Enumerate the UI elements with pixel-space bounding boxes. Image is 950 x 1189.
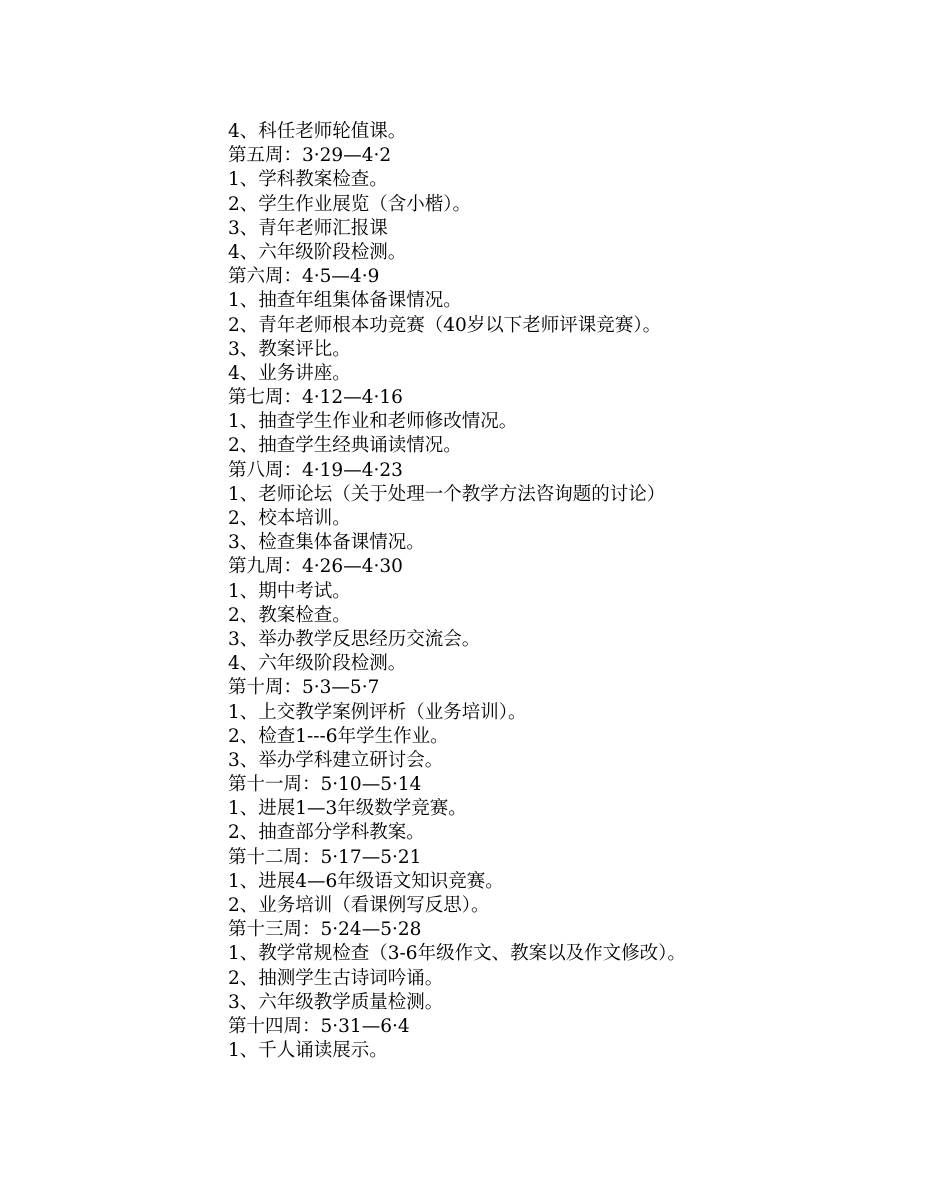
text-line: 1、学科教案检查。 [228, 169, 388, 191]
text-line: 第十三周：5·24—5·28 [228, 919, 422, 941]
text-line: 第七周：4·12—4·16 [228, 387, 403, 409]
text-line: 第十二周：5·17—5·21 [228, 846, 422, 868]
text-line: 3、检查集体备课情况。 [228, 532, 425, 554]
text-line: 1、抽查年组集体备课情况。 [228, 290, 462, 312]
text-line: 2、抽测学生古诗词吟诵。 [228, 967, 444, 989]
text-line: 3、六年级教学质量检测。 [228, 991, 444, 1013]
text-line: 2、检查1---6年学生作业。 [228, 725, 449, 747]
text-line: 4、业务讲座。 [228, 362, 351, 384]
text-line: 1、抽查学生作业和老师修改情况。 [228, 411, 518, 433]
text-line: 4、六年级阶段检测。 [228, 653, 407, 675]
text-line: 2、抽查学生经典诵读情况。 [228, 435, 462, 457]
text-line: 3、教案评比。 [228, 338, 351, 360]
text-line: 1、老师论坛（关于处理一个教学方法咨询题的讨论） [228, 483, 666, 505]
text-line: 2、抽查部分学科教案。 [228, 822, 425, 844]
text-line: 1、期中考试。 [228, 580, 351, 602]
text-line: 第十一周：5·10—5·14 [228, 774, 422, 796]
text-line: 4、六年级阶段检测。 [228, 241, 407, 263]
text-line: 4、科任老师轮值课。 [228, 121, 407, 142]
text-line: 3、举办教学反思经历交流会。 [228, 628, 481, 650]
text-line: 2、教案检查。 [228, 604, 351, 626]
text-line: 2、业务培训（看课例写反思）。 [228, 895, 490, 916]
text-line: 2、校本培训。 [228, 508, 351, 529]
text-line: 第五周：3·29—4·2 [228, 145, 392, 167]
text-line: 第九周：4·26—4·30 [228, 556, 403, 578]
text-line: 3、青年老师汇报课 [228, 217, 388, 239]
text-line: 第十四周：5·31—6·4 [228, 1015, 410, 1037]
document-body [228, 120, 928, 1063]
text-line: 1、教学常规检查（3-6年级作文、教案以及作文修改）。 [228, 943, 686, 965]
text-line: 2、青年老师根本功竞赛（40岁以下老师评课竞赛）。 [228, 314, 662, 336]
text-line: 1、进展4—6年级语文知识竞赛。 [228, 870, 504, 892]
text-line: 1、上交教学案例评析（业务培训）。 [228, 701, 527, 723]
text-line: 1、千人诵读展示。 [228, 1040, 388, 1062]
text-line: 1、进展1—3年级数学竞赛。 [228, 798, 467, 820]
text-line: 3、举办学科建立研讨会。 [228, 749, 444, 771]
text-line: 第八周：4·19—4·23 [228, 459, 403, 481]
text-line: 第六周：4·5—4·9 [228, 266, 380, 288]
text-line: 2、学生作业展览（含小楷）。 [228, 193, 472, 215]
text-line: 第十周：5·3—5·7 [228, 677, 380, 699]
